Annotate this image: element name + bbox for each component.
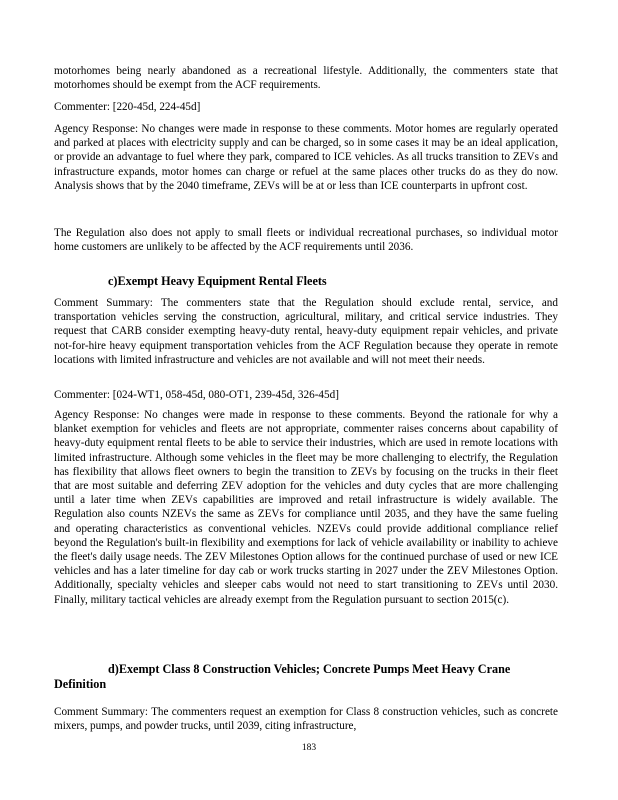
agency-response-1-continued: The Regulation also does not apply to small fleets or individual recreational purchases, so individual motor home customers are unlikely to be affected by the ACF requirements until 2036.	[54, 227, 558, 254]
commenter-ids-1: Commenter: [220-45d, 224-45d]	[54, 101, 201, 113]
comment-summary-3: Comment Summary: The commenters request an exemption for Class 8 construction vehicles, such as concrete mixers, pumps, and powder trucks, until 2039, citing infrastructure,	[54, 706, 558, 733]
commenter-ids-2: Commenter: [024-WT1, 058-45d, 080-OT1, 239-45d, 326-45d]	[54, 389, 339, 401]
comment-summary-2: Comment Summary: The commenters state that the Regulation should exclude rental, service, and transportation vehicles serving the construction, agricultural, military, and critical service industries. They request that CARB consider exempting heavy-duty rental, heavy-duty equipment repair vehicles, and private not-for-hire heavy equipment transportation vehicles from the ACF Regulation because they operate in remote locations with limited infrastructure and vehicles are not available and will not meet their needs.	[54, 297, 558, 366]
agency-response-1: Agency Response: No changes were made in response to these comments. Motor homes are regularly operated and parked at places with electricity supply and can be charged, so in some cases it may be an ideal application, or provide an advantage to fuel where they park, compared to ICE vehicles. As all trucks transition to ZEVs and infrastructure expands, motor homes can charge or refuel at the same places other trucks do as they do now. Analysis shows that by the 2040 timeframe, ZEVs will be at or less than ICE counterparts in upfront cost.	[54, 123, 558, 192]
agency-response-2: Agency Response: No changes were made in response to these comments. Beyond the rationale for why a blanket exemption for vehicles and fleets are not appropriate, commenter raises concerns about capability of heavy-duty equipment rental fleets to be able to service their industries, which are used in remote locations with limited infrastructure. Although some vehicles in the fleet may be more challenging to electrify, the Regulation has flexibility that allows fleet owners to begin the transition to ZEVs by focusing on the trucks in their fleet that are most suitable and deferring ZEV adoption for the vehicles and duty cycles that are more challenging until a later time when ZEVs capabilities are improved and retail infrastructure is widely available. The Regulation also counts NZEVs the same as ZEVs for compliance until 2035, and they have the same fueling and operating characteristics as conventional vehicles. NZEVs could provide additional compliance relief beyond the Regulation's built-in flexibility and exemptions for lack of vehicle availability or inability to achieve the fleet's daily usage needs. The ZEV Milestones Option allows for the continued purchase of used or new ICE vehicles and has a later timeline for day cab or work trucks starting in 2027 under the ZEV Milestones Option. Additionally, specialty vehicles and sleeper cabs would not need to start transitioning to ZEVs until 2030. Finally, military tactical vehicles are already exempt from the Regulation pursuant to section 2015(c).	[54, 409, 558, 606]
page-number: 183	[301, 743, 317, 753]
paragraph-intro-continued: motorhomes being nearly abandoned as a recreational lifestyle. Additionally, the commenters state that motorhomes should be exempt from the ACF requirements.	[54, 65, 558, 92]
section-heading-d: d)Exempt Class 8 Construction Vehicles; Concrete Pumps Meet Heavy Crane Definition	[54, 662, 511, 691]
section-heading-c: c)Exempt Heavy Equipment Rental Fleets	[108, 274, 327, 288]
